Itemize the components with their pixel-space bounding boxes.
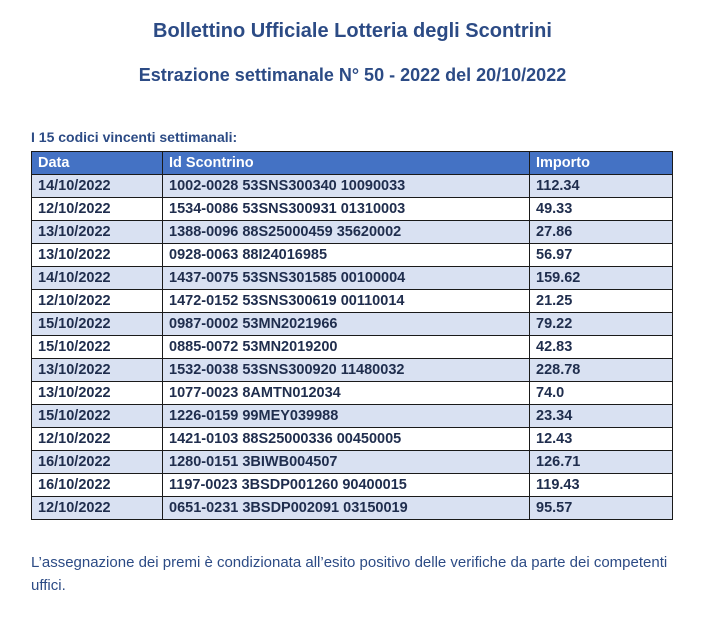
table-row: [32, 474, 673, 497]
table-header-row: [32, 152, 673, 175]
cell-importo: 119.43: [530, 474, 673, 497]
cell-date: 13/10/2022: [32, 359, 163, 382]
table-row: [32, 313, 673, 336]
cell-date: 14/10/2022: [32, 175, 163, 198]
cell-importo: 112.34: [530, 175, 673, 198]
cell-id-scontrino: 1472-0152 53SNS300619 00110014: [163, 290, 530, 313]
table-row: [32, 221, 673, 244]
cell-id-scontrino: 1197-0023 3BSDP001260 90400015: [163, 474, 530, 497]
cell-importo: 95.57: [530, 497, 673, 520]
table-row: [32, 405, 673, 428]
cell-id-scontrino: 1002-0028 53SNS300340 10090033: [163, 175, 530, 198]
cell-importo: 21.25: [530, 290, 673, 313]
cell-id-scontrino: 1388-0096 88S25000459 35620002: [163, 221, 530, 244]
cell-id-scontrino: 1534-0086 53SNS300931 01310003: [163, 198, 530, 221]
cell-date: 12/10/2022: [32, 497, 163, 520]
cell-id-scontrino: 0928-0063 88I24016985: [163, 244, 530, 267]
table-row: [32, 451, 673, 474]
table-row: [32, 198, 673, 221]
section-label: I 15 codici vincenti settimanali:: [31, 129, 238, 145]
cell-importo: 79.22: [530, 313, 673, 336]
cell-date: 13/10/2022: [32, 221, 163, 244]
table-row: [32, 267, 673, 290]
table-row: [32, 244, 673, 267]
table-row: [32, 359, 673, 382]
cell-date: 16/10/2022: [32, 451, 163, 474]
cell-id-scontrino: 1226-0159 99MEY039988: [163, 405, 530, 428]
cell-date: 12/10/2022: [32, 198, 163, 221]
cell-importo: 159.62: [530, 267, 673, 290]
cell-importo: 49.33: [530, 198, 673, 221]
cell-date: 15/10/2022: [32, 313, 163, 336]
winning-codes-table: [31, 151, 673, 520]
table-row: [32, 497, 673, 520]
cell-date: 15/10/2022: [32, 405, 163, 428]
table-row: [32, 382, 673, 405]
cell-id-scontrino: 1437-0075 53SNS301585 00100004: [163, 267, 530, 290]
table-row: [32, 336, 673, 359]
cell-id-scontrino: 0651-0231 3BSDP002091 03150019: [163, 497, 530, 520]
table-row: [32, 175, 673, 198]
column-header-importo: Importo: [530, 152, 673, 175]
cell-importo: 228.78: [530, 359, 673, 382]
cell-id-scontrino: 1077-0023 8AMTN012034: [163, 382, 530, 405]
page-subtitle: Estrazione settimanale N° 50 - 2022 del 20/10/2022: [138, 65, 567, 85]
page-title: Bollettino Ufficiale Lotteria degli Scontrini: [153, 20, 552, 42]
cell-id-scontrino: 0885-0072 53MN2019200: [163, 336, 530, 359]
cell-importo: 126.71: [530, 451, 673, 474]
table-row: [32, 428, 673, 451]
cell-date: 15/10/2022: [32, 336, 163, 359]
cell-id-scontrino: 1532-0038 53SNS300920 11480032: [163, 359, 530, 382]
column-header-id: Id Scontrino: [163, 152, 530, 175]
cell-date: 16/10/2022: [32, 474, 163, 497]
cell-importo: 23.34: [530, 405, 673, 428]
cell-importo: 27.86: [530, 221, 673, 244]
column-header-data: Data: [32, 152, 163, 175]
cell-id-scontrino: 0987-0002 53MN2021966: [163, 313, 530, 336]
cell-id-scontrino: 1280-0151 3BIWB004507: [163, 451, 530, 474]
cell-date: 14/10/2022: [32, 267, 163, 290]
footnote: L’assegnazione dei premi è condizionata all’esito positivo delle verifiche da parte dei competenti uffici.: [31, 554, 668, 594]
cell-importo: 12.43: [530, 428, 673, 451]
cell-importo: 56.97: [530, 244, 673, 267]
table-row: [32, 290, 673, 313]
cell-date: 12/10/2022: [32, 428, 163, 451]
cell-date: 12/10/2022: [32, 290, 163, 313]
cell-importo: 74.0: [530, 382, 673, 405]
cell-id-scontrino: 1421-0103 88S25000336 00450005: [163, 428, 530, 451]
cell-date: 13/10/2022: [32, 382, 163, 405]
cell-date: 13/10/2022: [32, 244, 163, 267]
cell-importo: 42.83: [530, 336, 673, 359]
